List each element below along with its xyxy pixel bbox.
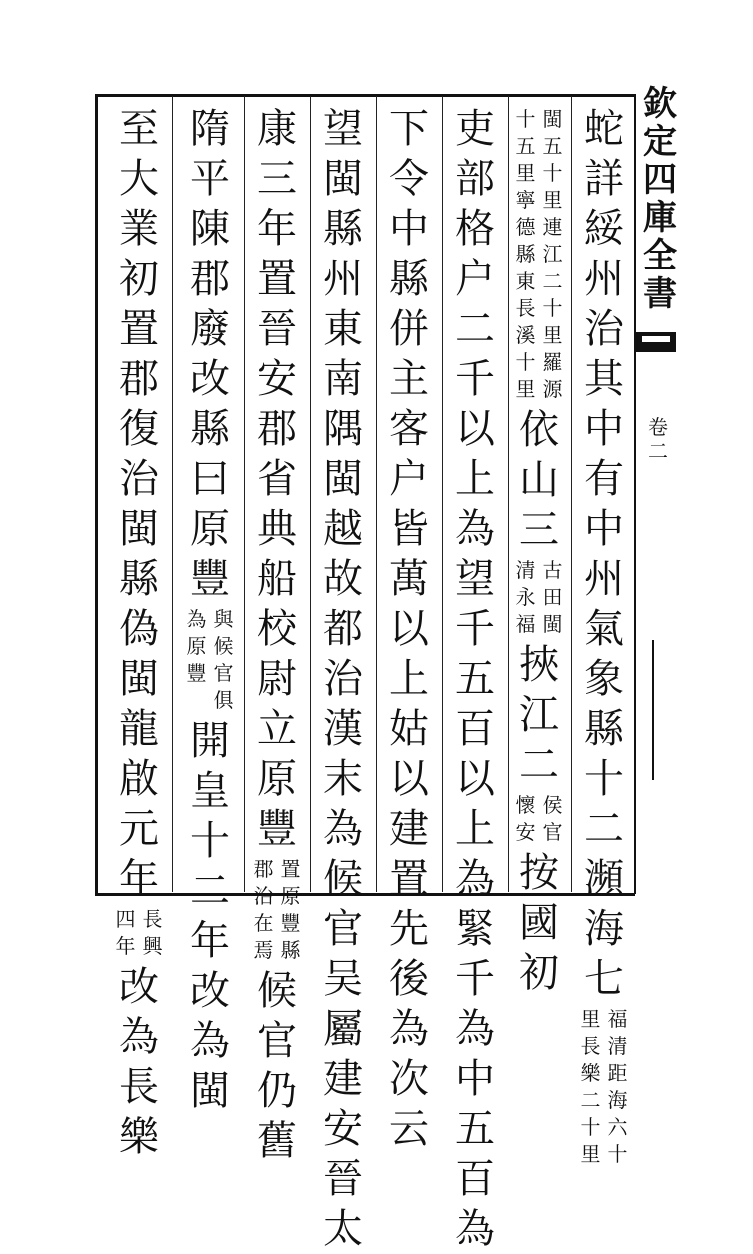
glyph: 併 — [389, 306, 429, 352]
glyph: 長 — [142, 907, 163, 931]
annotation-line — [541, 106, 565, 403]
text-column-2 — [513, 104, 565, 998]
glyph: 太 — [323, 1206, 363, 1252]
glyph: 下 — [389, 106, 429, 152]
column-rule — [376, 96, 377, 892]
column-rule — [310, 96, 311, 892]
glyph: 縣 — [515, 242, 536, 266]
glyph: 置 — [280, 857, 301, 881]
glyph: 三 — [519, 507, 559, 553]
glyph: 治 — [119, 456, 159, 502]
annotation-block — [513, 106, 565, 403]
frame-top-border — [95, 94, 635, 97]
annotation-line — [541, 792, 565, 846]
glyph: 百 — [455, 1156, 495, 1202]
glyph: 為 — [455, 506, 495, 552]
glyph: 閩 — [119, 506, 159, 552]
glyph: 置 — [257, 256, 297, 302]
glyph: 俱 — [213, 688, 234, 712]
glyph: 州 — [323, 256, 363, 302]
text-column-3 — [449, 104, 501, 1254]
glyph: 啟 — [119, 756, 159, 802]
glyph: 候 — [213, 634, 234, 658]
glyph: 閩 — [119, 656, 159, 702]
glyph: 都 — [323, 606, 363, 652]
glyph: 大 — [119, 156, 159, 202]
glyph: 清 — [607, 1034, 628, 1058]
glyph: 開 — [190, 718, 230, 764]
glyph: 十 — [580, 1115, 601, 1139]
annotation-line — [141, 906, 165, 960]
glyph: 縣 — [119, 556, 159, 602]
glyph: 瀕 — [584, 856, 624, 902]
glyph: 元 — [119, 806, 159, 852]
glyph: 候 — [257, 968, 297, 1014]
glyph: 樂 — [119, 1114, 159, 1160]
glyph: 縣 — [389, 256, 429, 302]
glyph: 主 — [389, 356, 429, 402]
glyph: 故 — [323, 556, 363, 602]
glyph: 閩 — [190, 1068, 230, 1114]
glyph: 長 — [515, 296, 536, 320]
glyph: 改 — [190, 356, 230, 402]
glyph: 福 — [515, 612, 536, 636]
glyph: 官 — [323, 906, 363, 952]
glyph: 以 — [389, 756, 429, 802]
annotation-block — [513, 792, 565, 846]
glyph: 豐 — [280, 911, 301, 935]
glyph: 部 — [455, 156, 495, 202]
glyph: 連 — [542, 215, 563, 239]
glyph: 偽 — [119, 606, 159, 652]
glyph: 五 — [542, 134, 563, 158]
glyph: 郡 — [257, 406, 297, 452]
glyph: 七 — [584, 956, 624, 1002]
fish-tail-mark — [636, 332, 676, 352]
glyph: 國 — [519, 900, 559, 946]
column-rule — [508, 96, 509, 892]
annotation-line — [579, 1006, 603, 1168]
glyph: 為 — [323, 806, 363, 852]
glyph: 復 — [119, 406, 159, 452]
glyph: 為 — [389, 1006, 429, 1052]
glyph: 候 — [323, 856, 363, 902]
glyph: 豐 — [190, 556, 230, 602]
glyph: 安 — [515, 820, 536, 844]
glyph: 隋 — [190, 106, 230, 152]
glyph: 卷 — [648, 415, 668, 439]
glyph: 侯 — [542, 793, 563, 817]
glyph: 東 — [323, 306, 363, 352]
glyph: 東 — [515, 269, 536, 293]
glyph: 中 — [584, 406, 624, 452]
glyph: 豐 — [257, 806, 297, 852]
column-rule — [244, 96, 245, 892]
glyph: 古 — [542, 558, 563, 582]
glyph: 原 — [190, 506, 230, 552]
glyph: 五 — [455, 656, 495, 702]
glyph: 先 — [389, 906, 429, 952]
annotation-line — [606, 1006, 630, 1168]
glyph: 以 — [455, 756, 495, 802]
annotation-line — [514, 792, 538, 846]
column-rule — [172, 96, 173, 892]
glyph: 有 — [584, 456, 624, 502]
glyph: 十 — [542, 296, 563, 320]
glyph: 原 — [186, 634, 207, 658]
annotation-line — [185, 606, 209, 714]
glyph: 典 — [257, 506, 297, 552]
glyph: 三 — [257, 156, 297, 202]
glyph: 閩 — [323, 156, 363, 202]
glyph: 德 — [515, 215, 536, 239]
glyph: 詳 — [584, 156, 624, 202]
glyph: 省 — [257, 456, 297, 502]
annotation-block — [113, 906, 165, 960]
glyph: 十 — [542, 161, 563, 185]
glyph: 福 — [607, 1007, 628, 1031]
glyph: 江 — [542, 242, 563, 266]
glyph: 海 — [607, 1088, 628, 1112]
annotation-line — [541, 557, 565, 638]
column-rule — [442, 96, 443, 892]
glyph: 豐 — [186, 661, 207, 685]
glyph: 初 — [519, 950, 559, 996]
glyph: 依 — [519, 407, 559, 453]
glyph: 郡 — [190, 256, 230, 302]
glyph: 郡 — [253, 857, 274, 881]
glyph: 晉 — [323, 1156, 363, 1202]
glyph: 業 — [119, 206, 159, 252]
glyph: 州 — [584, 256, 624, 302]
glyph: 千 — [455, 956, 495, 1002]
glyph: 十 — [584, 756, 624, 802]
glyph: 康 — [257, 106, 297, 152]
glyph: 為 — [186, 607, 207, 631]
annotation-block — [578, 1006, 630, 1168]
glyph: 望 — [323, 106, 363, 152]
glyph: 四 — [115, 907, 136, 931]
glyph: 為 — [455, 856, 495, 902]
glyph: 興 — [142, 934, 163, 958]
glyph: 建 — [389, 806, 429, 852]
glyph: 閩 — [542, 612, 563, 636]
glyph: 格 — [455, 206, 495, 252]
glyph: 漢 — [323, 706, 363, 752]
glyph: 百 — [455, 706, 495, 752]
glyph: 永 — [515, 585, 536, 609]
glyph: 年 — [257, 206, 297, 252]
glyph: 里 — [515, 161, 536, 185]
glyph: 源 — [542, 377, 563, 401]
glyph: 焉 — [253, 938, 274, 962]
glyph: 吴 — [323, 956, 363, 1002]
glyph: 閩 — [542, 107, 563, 131]
glyph: 尉 — [257, 656, 297, 702]
glyph: 里 — [542, 323, 563, 347]
glyph: 挾 — [519, 642, 559, 688]
glyph: 後 — [389, 956, 429, 1002]
glyph: 五 — [455, 1106, 495, 1152]
glyph: 年 — [119, 856, 159, 902]
text-column-1 — [578, 104, 630, 1170]
glyph: 州 — [584, 556, 624, 602]
glyph: 上 — [389, 656, 429, 702]
glyph: 置 — [119, 306, 159, 352]
glyph: 客 — [389, 406, 429, 452]
glyph: 上 — [455, 806, 495, 852]
glyph: 為 — [190, 1018, 230, 1064]
glyph: 清 — [515, 558, 536, 582]
glyph: 千 — [455, 356, 495, 402]
glyph: 千 — [455, 606, 495, 652]
glyph: 按 — [519, 850, 559, 896]
glyph: 二 — [542, 269, 563, 293]
glyph: 隅 — [323, 406, 363, 452]
glyph: 屬 — [323, 1006, 363, 1052]
glyph: 二 — [519, 742, 559, 788]
glyph: 五 — [515, 134, 536, 158]
glyph: 以 — [455, 406, 495, 452]
glyph: 縣 — [323, 206, 363, 252]
glyph: 次 — [389, 1056, 429, 1102]
glyph: 皇 — [190, 768, 230, 814]
glyph: 户 — [455, 256, 495, 302]
column-rule — [571, 96, 572, 892]
glyph: 海 — [584, 906, 624, 952]
annotation-line — [279, 856, 303, 964]
glyph: 仍 — [257, 1068, 297, 1114]
glyph: 改 — [119, 964, 159, 1010]
glyph: 萬 — [389, 556, 429, 602]
glyph: 里 — [542, 188, 563, 212]
glyph: 氣 — [584, 606, 624, 652]
glyph: 官 — [542, 820, 563, 844]
glyph: 在 — [253, 911, 274, 935]
glyph: 縣 — [190, 406, 230, 452]
glyph: 閩 — [323, 456, 363, 502]
glyph: 六 — [607, 1115, 628, 1139]
glyph: 十 — [515, 107, 536, 131]
glyph: 蛇 — [584, 106, 624, 152]
glyph: 綏 — [584, 206, 624, 252]
glyph: 寧 — [515, 188, 536, 212]
glyph: 樂 — [580, 1061, 601, 1085]
annotation-line — [514, 106, 538, 403]
page-edge-line — [652, 640, 654, 780]
glyph: 中 — [584, 506, 624, 552]
glyph: 縣 — [584, 706, 624, 752]
glyph: 定 — [643, 122, 677, 162]
glyph: 置 — [389, 856, 429, 902]
glyph: 陳 — [190, 206, 230, 252]
glyph: 江 — [519, 692, 559, 738]
glyph: 象 — [584, 656, 624, 702]
glyph: 里 — [580, 1007, 601, 1031]
glyph: 龍 — [119, 706, 159, 752]
glyph: 長 — [580, 1034, 601, 1058]
glyph: 建 — [323, 1056, 363, 1102]
annotation-line — [114, 906, 138, 960]
glyph: 户 — [389, 456, 429, 502]
glyph: 中 — [389, 206, 429, 252]
glyph: 安 — [323, 1106, 363, 1152]
glyph: 吏 — [455, 106, 495, 152]
annotation-line — [514, 557, 538, 638]
volume-label — [644, 415, 672, 463]
glyph: 年 — [115, 934, 136, 958]
annotation-block — [513, 557, 565, 638]
text-column-7 — [184, 104, 236, 1116]
glyph: 為 — [455, 1206, 495, 1252]
glyph: 全 — [643, 236, 677, 276]
glyph: 十 — [607, 1142, 628, 1166]
glyph: 為 — [455, 1006, 495, 1052]
frame-left-border — [95, 94, 98, 894]
glyph: 望 — [455, 556, 495, 602]
glyph: 二 — [584, 806, 624, 852]
glyph: 書 — [643, 274, 677, 314]
annotation-block — [184, 606, 236, 714]
glyph: 皆 — [389, 506, 429, 552]
glyph: 治 — [253, 884, 274, 908]
glyph: 官 — [257, 1018, 297, 1064]
glyph: 中 — [455, 1056, 495, 1102]
glyph: 距 — [607, 1061, 628, 1085]
glyph: 郡 — [119, 356, 159, 402]
glyph: 云 — [389, 1106, 429, 1152]
glyph: 校 — [257, 606, 297, 652]
glyph: 原 — [280, 884, 301, 908]
glyph: 官 — [213, 661, 234, 685]
glyph: 欽 — [643, 84, 677, 124]
glyph: 立 — [257, 706, 297, 752]
glyph: 二 — [455, 306, 495, 352]
text-column-5 — [317, 104, 369, 1254]
glyph: 越 — [323, 506, 363, 552]
glyph: 原 — [257, 756, 297, 802]
glyph: 廢 — [190, 306, 230, 352]
glyph: 治 — [323, 656, 363, 702]
glyph: 長 — [119, 1064, 159, 1110]
frame-right-border — [634, 94, 636, 894]
glyph: 溪 — [515, 323, 536, 347]
glyph: 姑 — [389, 706, 429, 752]
glyph: 二 — [190, 868, 230, 914]
glyph: 與 — [213, 607, 234, 631]
glyph: 緊 — [455, 906, 495, 952]
glyph: 羅 — [542, 350, 563, 374]
glyph: 南 — [323, 356, 363, 402]
glyph: 四 — [643, 160, 677, 200]
glyph: 平 — [190, 156, 230, 202]
glyph: 其 — [584, 356, 624, 402]
glyph: 安 — [257, 356, 297, 402]
glyph: 以 — [389, 606, 429, 652]
glyph: 晉 — [257, 306, 297, 352]
glyph: 十 — [515, 350, 536, 374]
text-column-8 — [113, 104, 165, 1162]
glyph: 曰 — [190, 456, 230, 502]
glyph: 為 — [119, 1014, 159, 1060]
annotation-block — [251, 856, 303, 964]
annotation-line — [212, 606, 236, 714]
glyph: 舊 — [257, 1118, 297, 1164]
glyph: 治 — [584, 306, 624, 352]
glyph: 末 — [323, 756, 363, 802]
glyph: 田 — [542, 585, 563, 609]
glyph: 里 — [515, 377, 536, 401]
glyph: 船 — [257, 556, 297, 602]
glyph: 令 — [389, 156, 429, 202]
glyph: 山 — [519, 457, 559, 503]
glyph: 懷 — [515, 793, 536, 817]
glyph: 上 — [455, 456, 495, 502]
annotation-line — [252, 856, 276, 964]
glyph: 里 — [580, 1142, 601, 1166]
book-title-banner — [640, 85, 680, 313]
glyph: 年 — [190, 918, 230, 964]
glyph: 初 — [119, 256, 159, 302]
glyph: 二 — [580, 1088, 601, 1112]
glyph: 庫 — [643, 198, 677, 238]
text-column-6 — [251, 104, 303, 1166]
glyph: 二 — [648, 439, 668, 463]
glyph: 縣 — [280, 938, 301, 962]
glyph: 改 — [190, 968, 230, 1014]
glyph: 至 — [119, 106, 159, 152]
glyph: 十 — [190, 818, 230, 864]
text-column-4 — [383, 104, 435, 1154]
